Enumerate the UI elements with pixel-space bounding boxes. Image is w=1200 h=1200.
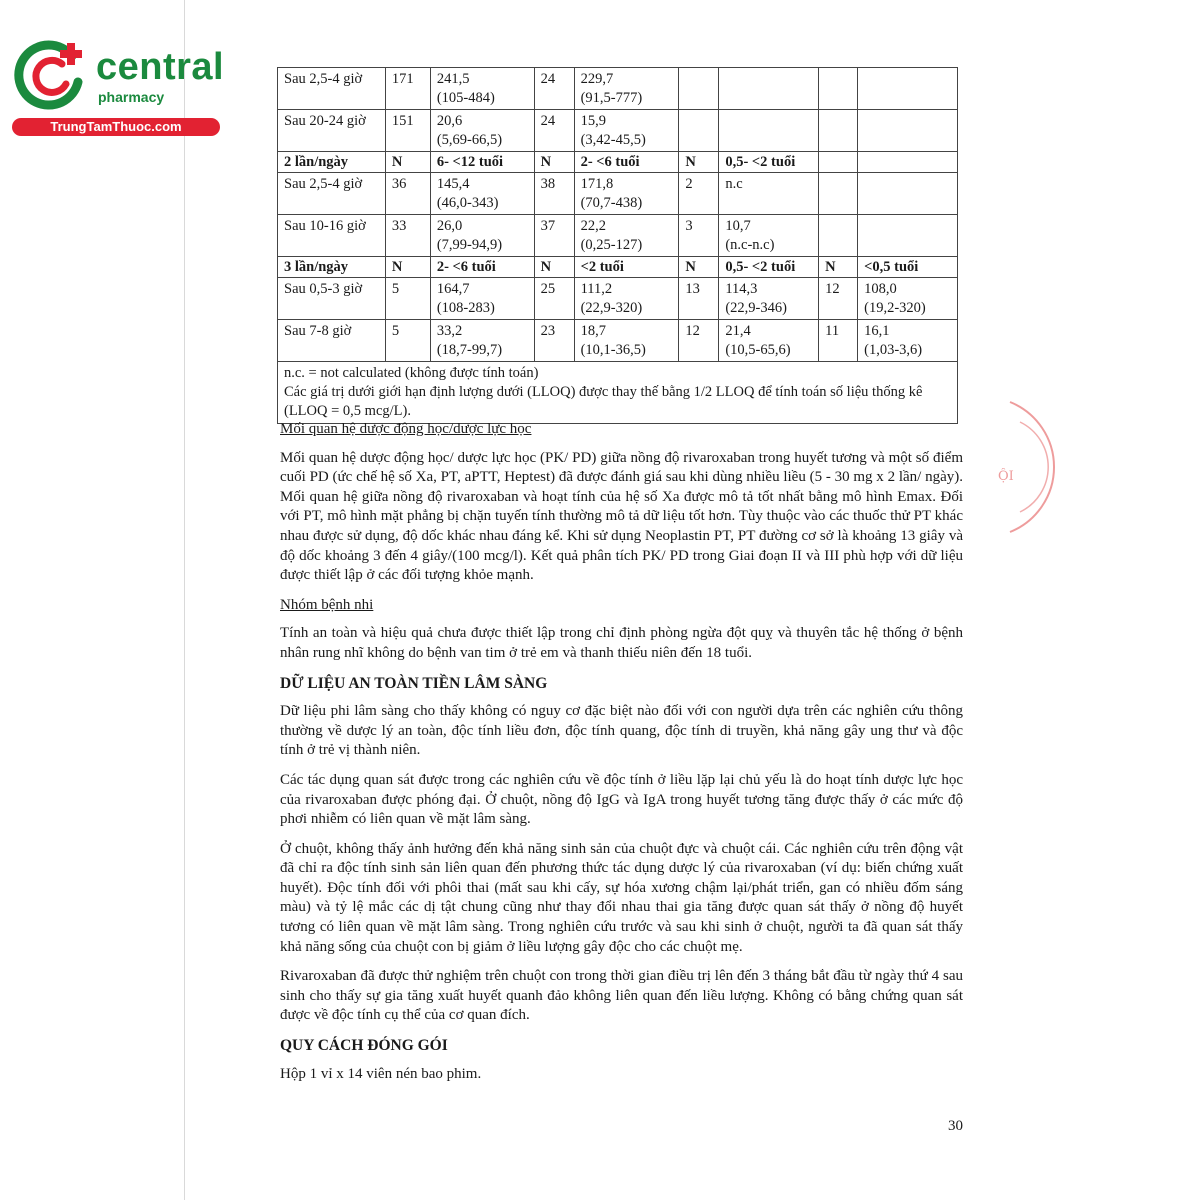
table-cell: 13 xyxy=(679,278,719,320)
table-cell: 0,5- <2 tuổi xyxy=(719,152,819,173)
table-cell: 25 xyxy=(534,278,574,320)
logo-name: central xyxy=(96,46,225,88)
table-cell: 164,7 (108-283) xyxy=(430,278,534,320)
pkpd-paragraph: Mối quan hệ dược động học/ dược lực học (PK/ PD) giữa nồng độ rivaroxaban trong huyết tương và một số điểm cuối PD (ức chế hệ số Xa, PT, aPTT, Heptest) đã được đánh giá sau khi dùng nhiều liều (5 - 30 mg x 2 lần/ ngày). Mối quan hệ giữa nồng độ rivaroxaban và hoạt tính của hệ số Xa được mô tả tốt nhất bằng mô hình Emax. Đối với PT, mô hình mặt phẳng bị chặn tuyến tính thường mô tả dữ liệu tốt hơn. Tùy thuộc vào các thuốc thử PT khác nhau được sử dụng, độ dốc khác nhau đáng kể. Khi sử dụng Neoplastin PT, PT đường cơ sở là khoảng 13 giây và độ dốc khoảng 3 đến 4 giây/(100 mcg/l). Kết quả phân tích PK/ PD trong Giai đoạn II và III phù hợp với dữ liệu được thiết lập ở các đối tượng khỏe mạnh. xyxy=(280,449,963,584)
table-cell: 21,4 (10,5-65,6) xyxy=(719,320,819,362)
table-cell: 22,2 (0,25-127) xyxy=(574,215,679,257)
table-cell xyxy=(858,173,958,215)
table-cell: 18,7 (10,1-36,5) xyxy=(574,320,679,362)
table-cell xyxy=(858,110,958,152)
preclinical-paragraph-1: Dữ liệu phi lâm sàng cho thấy không có nguy cơ đặc biệt nào đối với con người dựa trên các nghiên cứu thông thường về dược lý an toàn, độc tính liều đơn, độc tính quang, độc tính di truyền, khả năng gây ung thư và độc tính ở trẻ vị thành niên. xyxy=(280,703,963,759)
table-cell xyxy=(679,68,719,110)
packaging-heading: QUY CÁCH ĐÓNG GÓI xyxy=(280,1037,448,1055)
table-cell: 111,2 (22,9-320) xyxy=(574,278,679,320)
table-cell: Sau 2,5-4 giờ xyxy=(278,173,386,215)
page-body xyxy=(280,420,963,1094)
table-cell: N xyxy=(534,257,574,278)
table-cell: 151 xyxy=(385,110,430,152)
table-cell: Sau 10-16 giờ xyxy=(278,215,386,257)
table-cell xyxy=(719,110,819,152)
table-cell: 171 xyxy=(385,68,430,110)
table-note: n.c. = not calculated (không được tính toán) xyxy=(284,365,539,381)
table-cell xyxy=(858,68,958,110)
preclinical-paragraph-2: Các tác dụng quan sát được trong các nghiên cứu về độc tính ở liều lặp lại chủ yếu là do hoạt tính dược lực học của rivaroxaban được phóng đại. Ở chuột, nồng độ IgG và IgA trong huyết tương tăng được thấy ở các mức độ phơi nhiễm có liên quan về mặt lâm sàng. xyxy=(280,771,963,828)
table-cell: 145,4 (46,0-343) xyxy=(430,173,534,215)
table-cell: 2- <6 tuổi xyxy=(574,152,679,173)
preclinical-paragraph-3: Ở chuột, không thấy ảnh hưởng đến khả năng sinh sản của chuột đực và chuột cái. Các nghiên cứu trên động vật đã chỉ ra độc tính sinh sản liên quan đến phương thức tác dụng dược lý của rivaroxaban (ví dụ: biến chứng xuất huyết). Độc tính đối với phôi thai (mất sau khi cấy, sự hóa xương chậm lại/phát triển, gan có nhiều đốm sáng màu) và tỷ lệ mắc các dị tật chung cũng như thay đổi nhau thai gia tăng được quan sát thấy ở nồng độ huyết tương có liên quan về mặt lâm sàng. Trong nghiên cứu trước và sau khi sinh ở chuột, người ta đã quan sát thấy khả năng sống của chuột con bị giảm ở liều lượng gây độc cho các chuột mẹ. xyxy=(280,840,963,955)
table-cell: <2 tuổi xyxy=(574,257,679,278)
table-cell: 20,6 (5,69-66,5) xyxy=(430,110,534,152)
table-row xyxy=(278,320,958,362)
logo-website: TrungTamThuoc.com xyxy=(12,118,220,136)
table-cell xyxy=(819,152,858,173)
table-cell xyxy=(819,68,858,110)
table-cell: 0,5- <2 tuổi xyxy=(719,257,819,278)
table-cell: 108,0 (19,2-320) xyxy=(858,278,958,320)
pk-table-body xyxy=(278,68,958,424)
table-cell xyxy=(858,152,958,173)
table-cell: 33 xyxy=(385,215,430,257)
pediatric-paragraph: Tính an toàn và hiệu quả chưa được thiết lập trong chỉ định phòng ngừa đột quỵ và thuyên tắc hệ thống ở bệnh nhân rung nhĩ không do bệnh van tim ở trẻ em và thanh thiếu niên đến 18 tuổi. xyxy=(280,625,963,661)
table-cell: 15,9 (3,42-45,5) xyxy=(574,110,679,152)
table-cell: 33,2 (18,7-99,7) xyxy=(430,320,534,362)
table-cell: 37 xyxy=(534,215,574,257)
table-cell: 229,7 (91,5-777) xyxy=(574,68,679,110)
table-cell: 11 xyxy=(819,320,858,362)
table-cell: 24 xyxy=(534,110,574,152)
table-header-row xyxy=(278,152,958,173)
table-cell: n.c xyxy=(719,173,819,215)
table-cell: 12 xyxy=(819,278,858,320)
pharmacy-logo-icon xyxy=(12,38,88,114)
table-cell: N xyxy=(385,257,430,278)
table-row xyxy=(278,110,958,152)
table-cell: 241,5 (105-484) xyxy=(430,68,534,110)
table-cell xyxy=(819,173,858,215)
table-cell: 10,7 (n.c-n.c) xyxy=(719,215,819,257)
table-cell: 114,3 (22,9-346) xyxy=(719,278,819,320)
table-header-row xyxy=(278,257,958,278)
pkpd-heading: Mối quan hệ dược động học/dược lực học xyxy=(280,421,532,437)
table-row xyxy=(278,278,958,320)
table-cell: N xyxy=(819,257,858,278)
table-cell: Sau 2,5-4 giờ xyxy=(278,68,386,110)
table-row xyxy=(278,68,958,110)
pk-concentration-table xyxy=(277,67,958,424)
table-cell: 24 xyxy=(534,68,574,110)
preclinical-paragraph-4: Rivaroxaban đã được thử nghiệm trên chuột con trong thời gian điều trị lên đến 3 tháng bắt đầu từ ngày thứ 4 sau sinh cho thấy sự gia tăng xuất huyết quanh đảo không liên quan đến liều lượng. Không có bằng chứng quan sát được về độc tính cụ thể của cơ quan đích. xyxy=(280,968,963,1024)
table-cell: N xyxy=(385,152,430,173)
table-cell: 2 xyxy=(679,173,719,215)
table-note: Các giá trị dưới giới hạn định lượng dưới (LLOQ) được thay thế bằng 1/2 LLOQ để tính toán số liệu thống kê (LLOQ = 0,5 mcg/L). xyxy=(284,384,923,419)
central-pharmacy-logo xyxy=(10,38,225,138)
table-row xyxy=(278,215,958,257)
table-cell: N xyxy=(679,152,719,173)
table-cell xyxy=(819,215,858,257)
table-cell: 171,8 (70,7-438) xyxy=(574,173,679,215)
table-cell: 5 xyxy=(385,278,430,320)
packaging-paragraph: Hộp 1 vỉ x 14 viên nén bao phim. xyxy=(280,1065,482,1082)
table-cell: 3 lần/ngày xyxy=(278,257,386,278)
table-cell: <0,5 tuổi xyxy=(858,257,958,278)
page-edge-line xyxy=(184,0,185,1200)
table-cell: 3 xyxy=(679,215,719,257)
table-cell xyxy=(819,110,858,152)
table-cell: 38 xyxy=(534,173,574,215)
table-cell: 2 lần/ngày xyxy=(278,152,386,173)
table-notes xyxy=(278,362,958,424)
table-cell: 23 xyxy=(534,320,574,362)
stamp-mark xyxy=(990,392,1110,542)
table-cell: 12 xyxy=(679,320,719,362)
table-notes-row xyxy=(278,362,958,424)
preclinical-heading: DỮ LIỆU AN TOÀN TIỀN LÂM SÀNG xyxy=(280,674,548,692)
table-cell: 5 xyxy=(385,320,430,362)
table-cell: Sau 7-8 giờ xyxy=(278,320,386,362)
table-cell xyxy=(719,68,819,110)
table-cell xyxy=(679,110,719,152)
table-cell: 26,0 (7,99-94,9) xyxy=(430,215,534,257)
table-row xyxy=(278,173,958,215)
logo-subtitle: pharmacy xyxy=(98,89,165,105)
svg-text:ỘI: ỘI xyxy=(998,469,1014,484)
table-cell: 16,1 (1,03-3,6) xyxy=(858,320,958,362)
pediatric-heading: Nhóm bệnh nhi xyxy=(280,596,374,613)
table-cell: Sau 0,5-3 giờ xyxy=(278,278,386,320)
table-cell xyxy=(858,215,958,257)
table-cell: Sau 20-24 giờ xyxy=(278,110,386,152)
table-cell: 36 xyxy=(385,173,430,215)
page-number: 30 xyxy=(948,1118,963,1134)
table-cell: 6- <12 tuổi xyxy=(430,152,534,173)
table-cell: N xyxy=(534,152,574,173)
table-cell: N xyxy=(679,257,719,278)
table-cell: 2- <6 tuổi xyxy=(430,257,534,278)
